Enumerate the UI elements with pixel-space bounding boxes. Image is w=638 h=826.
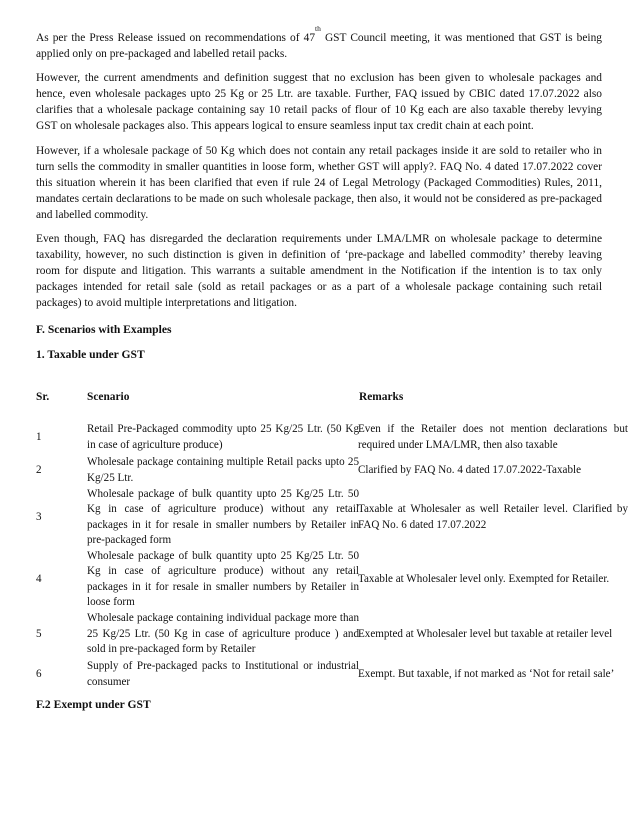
- table-row: [36, 455, 602, 487]
- cell-remarks: Even if the Retailer does not mention declarations but required under LMA/LMR, then also taxable: [358, 423, 628, 451]
- table-row: [36, 549, 610, 611]
- table-header-row: [36, 389, 602, 407]
- cell-scenario: Supply of Pre-packaged packs to Institutional or industrial consumer: [87, 660, 359, 688]
- p1-text-after: GST Council meeting, it was mentioned that GST is being applied only on pre-packaged and labelled retail packs.: [36, 32, 602, 61]
- subsection-heading-taxable: 1. Taxable under GST: [36, 347, 145, 361]
- table-row: [36, 487, 628, 549]
- cell-scenario: Wholesale package of bulk quantity upto 25 Kg/25 Ltr. 50 Kg in case of agriculture produce) without any retail packages in it for resale in smaller numbers by Retailer in loose form: [87, 549, 359, 608]
- section-heading-scenarios: F. Scenarios with Examples: [36, 322, 172, 336]
- paragraph-faq-declaration: Even though, FAQ has disregarded the declaration requirements under LMA/LMR on wholesale package to determine taxability, however, no such distinction is given in definition of ‘pre-package and labelled commodity’ thereby leaving room for dispute and litigation. This warrants a suitable amendment in the Notification if the intention is to tax only packages intended for retail sale (sold as retail packages or as a part of a wholesale package containing such retail packages) to avoid multiple interpretations and litigation.: [36, 233, 602, 310]
- paragraph-press-release: [36, 24, 602, 62]
- cell-sr: 2: [36, 463, 42, 476]
- table-row: [36, 659, 615, 691]
- cell-remarks: Clarified by FAQ No. 4 dated 17.07.2022-Taxable: [358, 463, 582, 476]
- cell-scenario: Wholesale package containing multiple Retail packs upto 25 Kg/25 Ltr.: [87, 456, 359, 484]
- table-row: [36, 611, 613, 659]
- cell-sr: 3: [36, 510, 42, 523]
- cell-sr: 1: [36, 430, 42, 443]
- cell-remarks: Taxable at Wholesaler as well Retailer level. Clarified by FAQ No. 6 dated 17.07.2022: [358, 503, 628, 531]
- document-page: [36, 24, 628, 711]
- header-scenario: Scenario: [87, 390, 130, 403]
- p1-text-before: As per the Press Release issued on recommendations of 47: [36, 32, 316, 44]
- paragraph-amendments: However, the current amendments and definition suggest that no exclusion has been given to wholesale packages and hence, even wholesale packages upto 25 Kg or 25 Ltr. are taxable. Further, FAQ issued by CBIC dated 17.07.2022 also clarifies that a wholesale package containing say 10 retail packs of flour of 10 Kg each are also taxable thereby levying GST on wholesale packages also. This appears logical to ensure seamless input tax credit chain at each point.: [36, 72, 602, 133]
- cell-scenario: Wholesale package containing individual package more than 25 Kg/25 Ltr. (50 Kg in case of agriculture produce ) and sold in pre-packaged form by Retailer: [87, 612, 359, 656]
- cell-sr: 6: [36, 667, 42, 680]
- cell-scenario: Retail Pre-Packaged commodity upto 25 Kg/25 Ltr. (50 Kg in case of agriculture produce): [87, 423, 359, 451]
- header-sr: Sr.: [36, 390, 50, 403]
- ordinal-superscript: th: [315, 24, 321, 33]
- cell-sr: 4: [36, 572, 42, 585]
- cell-sr: 5: [36, 627, 42, 640]
- table-row: [36, 421, 628, 455]
- cell-remarks: Exempt. But taxable, if not marked as ‘Not for retail sale’: [358, 667, 615, 680]
- cell-remarks: Exempted at Wholesaler level but taxable at retailer level: [358, 627, 613, 640]
- cell-scenario: Wholesale package of bulk quantity upto 25 Kg/25 Ltr. 50 Kg in case of agriculture produce) without any retail packages in it for resale in smaller numbers by Retailer in pre-packaged form: [87, 487, 359, 546]
- scenarios-table: [36, 389, 628, 691]
- paragraph-wholesale-50kg: However, if a wholesale package of 50 Kg which does not contain any retail packages inside it are sold to retailer who in turn sells the commodity in smaller quantities in loose form, whether GST will apply?. FAQ No. 4 dated 17.07.2022 cover this situation wherein it has been clarified that even if rule 24 of Legal Metrology (Packaged Commodities) Rules, 2011, mandates certain declarations to be made on such wholesale package, then also, it would not be considered as pre-packaged and labelled commodity.: [36, 144, 602, 221]
- header-remarks: Remarks: [359, 390, 404, 403]
- section-heading-exempt: F.2 Exempt under GST: [36, 697, 151, 711]
- cell-remarks: Taxable at Wholesaler level only. Exempted for Retailer.: [358, 572, 610, 585]
